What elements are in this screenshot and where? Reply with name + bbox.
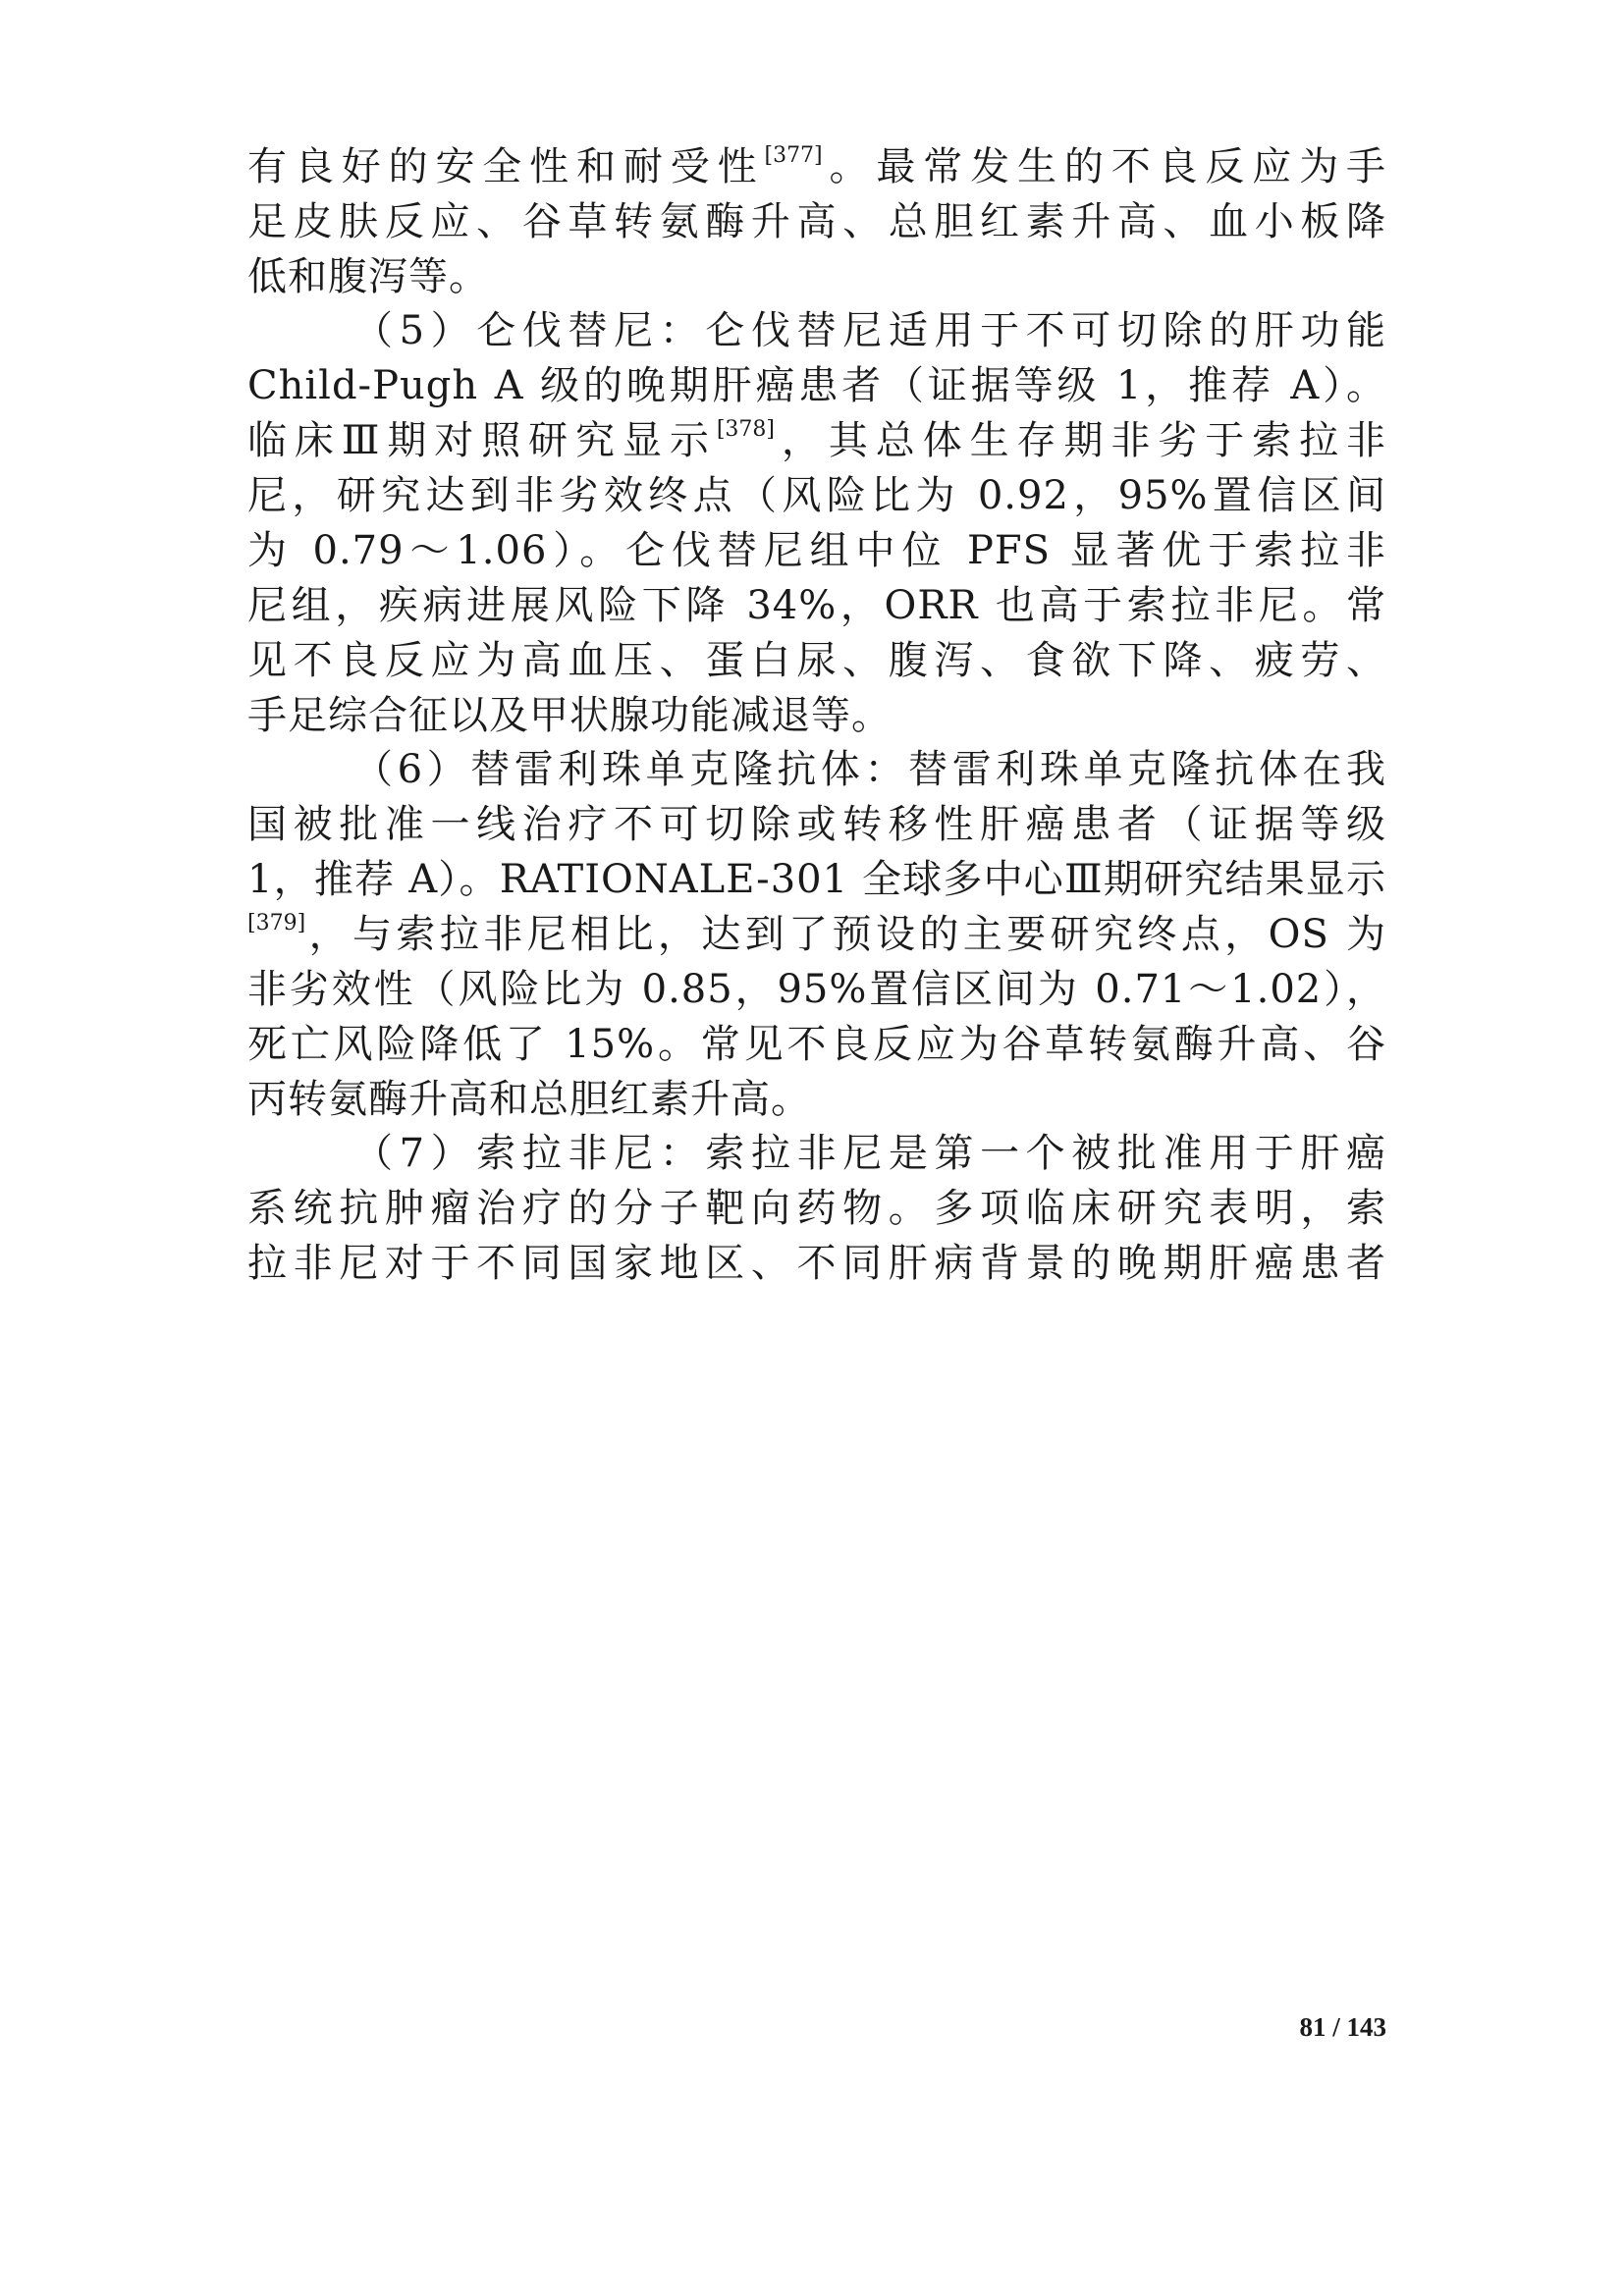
page-number: 81 / 143 [1299, 2012, 1386, 2042]
text-segment: 死亡风险降低了 15%。常见不良反应为谷草转氨酶升高、谷 [247, 1022, 1386, 1067]
text-line [247, 1017, 1386, 1072]
text-segment: 尼，研究达到非劣效终点（风险比为 0.92，95%置信区间 [247, 473, 1386, 518]
text-segment: 尼组，疾病进展风险下降 34%，ORR 也高于索拉非尼。常 [247, 583, 1386, 628]
text-line [247, 633, 1386, 688]
text-line [247, 1236, 1386, 1291]
text-segment: 临床Ⅲ期对照研究显示 [247, 418, 717, 463]
text-line [247, 578, 1386, 633]
text-segment: 为 0.79～1.06）。仑伐替尼组中位 PFS 显著优于索拉非 [247, 528, 1386, 573]
citation-reference: [378] [716, 417, 775, 442]
text-segment: Child-Pugh A 级的晚期肝癌患者（证据等级 1，推荐 A）。 [247, 363, 1386, 408]
text-segment: 1，推荐 A）。RATIONALE-301 全球多中心Ⅲ期研究结果显示 [247, 857, 1386, 902]
text-line [247, 249, 1386, 304]
text-segment: 非劣效性（风险比为 0.85，95%置信区间为 0.71～1.02）， [247, 967, 1386, 1012]
text-segment: 系统抗肿瘤治疗的分子靶向药物。多项临床研究表明，索 [247, 1186, 1386, 1231]
text-line [247, 468, 1386, 523]
text-segment: 见不良反应为高血压、蛋白尿、腹泻、食欲下降、疲劳、 [247, 638, 1386, 683]
text-segment: 。最常发生的不良反应为手 [822, 144, 1387, 189]
text-line [353, 742, 1386, 797]
citation-reference: [379] [247, 911, 306, 935]
text-line [247, 797, 1386, 852]
text-segment: 足皮肤反应、谷草转氨酶升高、总胆红素升高、血小板降 [247, 199, 1386, 244]
text-line [247, 907, 1386, 962]
text-segment: 手足综合征以及甲状腺功能减退等。 [247, 693, 892, 738]
text-segment: 拉非尼对于不同国家地区、不同肝病背景的晚期肝癌患者 [247, 1241, 1386, 1286]
text-segment: 丙转氨酶升高和总胆红素升高。 [247, 1077, 811, 1122]
text-line [247, 194, 1386, 249]
text-segment: （7）索拉非尼：索拉非尼是第一个被批准用于肝癌 [353, 1131, 1386, 1176]
text-line [247, 688, 1386, 743]
text-segment: （6）替雷利珠单克隆抗体：替雷利珠单克隆抗体在我 [353, 747, 1386, 792]
text-line [353, 1126, 1386, 1181]
text-segment: ，与索拉非尼相比，达到了预设的主要研究终点，OS 为 [305, 912, 1386, 957]
text-segment: 国被批准一线治疗不可切除或转移性肝癌患者（证据等级 [247, 802, 1386, 847]
text-segment: （5）仑伐替尼：仑伐替尼适用于不可切除的肝功能 [353, 308, 1386, 353]
text-line [353, 303, 1386, 358]
text-line [247, 1072, 1386, 1127]
text-line [247, 1181, 1386, 1236]
text-segment: 有良好的安全性和耐受性 [247, 144, 765, 189]
text-segment: ，其总体生存期非劣于索拉非 [775, 418, 1387, 463]
text-line [247, 413, 1386, 468]
text-segment: 低和腹泻等。 [247, 254, 489, 299]
text-line [247, 962, 1386, 1017]
citation-reference: [377] [764, 143, 823, 168]
text-line [247, 358, 1386, 413]
text-line [247, 852, 1386, 907]
text-line [247, 523, 1386, 578]
text-line [247, 139, 1386, 194]
